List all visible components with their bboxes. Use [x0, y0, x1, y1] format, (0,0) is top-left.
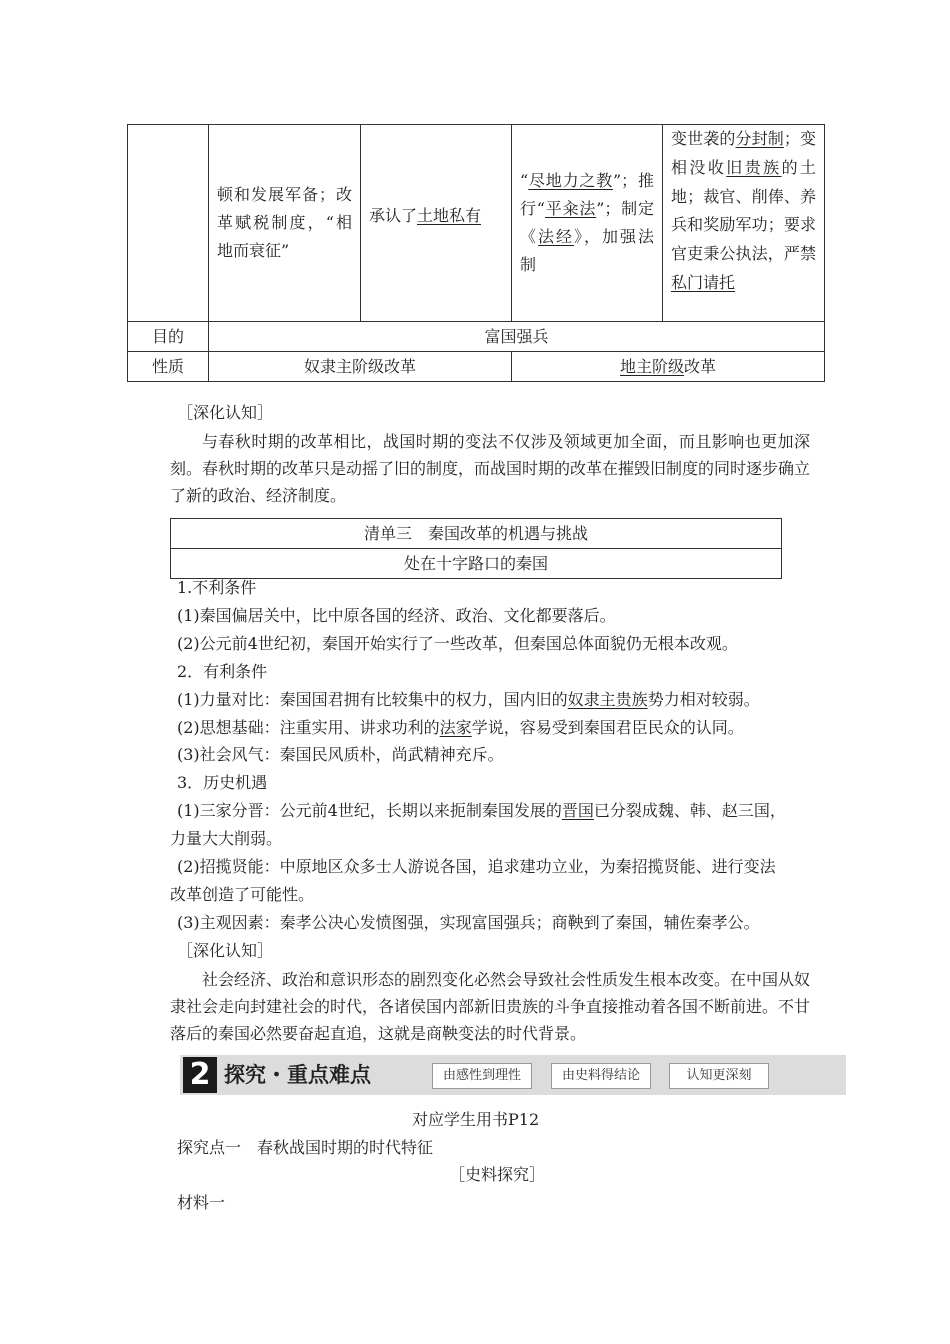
row-label-purpose: 目的 — [128, 322, 209, 352]
cell-text: 顿和发展军备；改革赋税制度，“相地而衰征” — [217, 185, 352, 260]
list-item — [177, 799, 786, 823]
deepen-heading-2: ［深化认知］ — [177, 941, 274, 960]
table-row — [128, 352, 825, 382]
table-row — [128, 125, 825, 322]
table-cell — [361, 125, 512, 322]
table-cell-empty — [128, 125, 209, 322]
banner-title: 探究・重点难点 — [224, 1063, 371, 1087]
list-item — [177, 716, 744, 740]
cell-text: “ — [520, 171, 529, 190]
list-heading: 2．有利条件 — [177, 662, 268, 681]
purpose-value: 富国强兵 — [209, 322, 825, 352]
underlined-term: 法经 — [538, 227, 574, 246]
row-label-nature: 性质 — [128, 352, 209, 382]
cell-text: 》，加强法制 — [520, 227, 654, 274]
item-text: (1)三家分晋：公元前4世纪，长期以来扼制秦国发展的 — [177, 801, 562, 820]
item-text: (2)思想基础：注重实用、讲求功利的 — [177, 718, 440, 737]
list-item: (2)招揽贤能：中原地区众多士人游说各国，追求建功立业，为秦招揽贤能、进行变法 — [177, 857, 776, 876]
item-text: 势力相对较弱。 — [647, 690, 760, 709]
table-cell — [512, 125, 663, 322]
deepen-paragraph-2: 社会经济、政治和意识形态的剧烈变化必然会导致社会性质发生根本改变。在中国从奴隶社会走向封建社会的时代，各诸侯国内部新旧贵族的斗争直接推动着各国不断前进。不甘落后的秦国必然要奋起直追，这就是商鞅变法的时代背景。 — [170, 970, 811, 1043]
section-title: 清单三 秦国改革的机遇与挑战 — [363, 524, 588, 543]
underlined-term: 地主阶级 — [619, 356, 684, 376]
cell-text: 变世袭的 — [671, 129, 736, 148]
underlined-term: 私门请托 — [671, 272, 736, 292]
item-text: (1)力量对比：秦国国君拥有比较集中的权力，国内旧的 — [177, 690, 568, 709]
underlined-term: 奴隶主贵族 — [567, 690, 648, 709]
cell-text: ”；推行“ — [520, 171, 654, 218]
cell-text: ”；制定《 — [520, 199, 654, 246]
item-text: 学说，容易受到秦国君臣民众的认同。 — [471, 718, 744, 737]
cell-text: ；变相没收 — [671, 129, 816, 177]
nature-left: 奴隶主阶级改革 — [209, 352, 512, 382]
section-banner — [180, 1055, 846, 1095]
list-heading: 3．历史机遇 — [177, 773, 268, 792]
banner-tag: 认知更深刻 — [669, 1063, 769, 1089]
explore-point-heading: 探究点一 春秋战国时期的时代特征 — [177, 1138, 434, 1157]
material-label: 材料一 — [177, 1193, 226, 1212]
underlined-term: 土地私有 — [417, 206, 482, 225]
table-cell — [209, 125, 361, 322]
list-heading: 1.不利条件 — [177, 578, 257, 597]
reform-comparison-table — [127, 124, 825, 382]
list-item-continuation: 力量大大削弱。 — [170, 829, 283, 848]
list-item: (1)秦国偏居关中，比中原各国的经济、政治、文化都要落后。 — [177, 606, 616, 625]
underlined-term: 旧贵族 — [726, 157, 782, 177]
deepen-heading-1: ［深化认知］ — [177, 403, 274, 422]
list-item: (3)社会风气：秦国民风质朴，尚武精神充斥。 — [177, 745, 504, 764]
page-reference: 对应学生用书P12 — [412, 1110, 540, 1129]
nature-right — [512, 352, 825, 382]
section-box — [170, 518, 782, 579]
cell-text: 改革 — [684, 356, 717, 376]
underlined-term: 尽地力之教 — [528, 171, 613, 190]
section-number-badge: 2 — [183, 1057, 217, 1093]
list-item: (2)公元前4世纪初，秦国开始实行了一些改革，但秦国总体面貌仍无根本改观。 — [177, 634, 738, 653]
deepen-paragraph-1: 与春秋时期的改革相比，战国时期的变法不仅涉及领域更加全面，而且影响也更加深刻。春秋时期的改革只是动摇了旧的制度，而战国时期的改革在摧毁旧制度的同时逐步确立了新的政治、经济制度。 — [170, 432, 811, 505]
banner-tag: 由史料得结论 — [551, 1063, 651, 1089]
underlined-term: 平籴法 — [544, 199, 597, 218]
table-cell — [663, 125, 825, 322]
cell-text: 承认了 — [369, 206, 418, 225]
source-heading: ［史料探究］ — [449, 1165, 546, 1184]
item-text: 已分裂成魏、韩、赵三国， — [593, 801, 786, 820]
underlined-term: 晋国 — [561, 801, 594, 820]
cell-text: 的土地；裁官、削俸、养兵和奖励军功；要求官吏秉公执法，严禁 — [671, 157, 816, 264]
underlined-term: 分封制 — [735, 129, 784, 148]
list-item-continuation: 改革创造了可能性。 — [170, 885, 315, 904]
section-subtitle: 处在十字路口的秦国 — [171, 548, 781, 578]
list-item: (3)主观因素：秦孝公决心发愤图强，实现富国强兵；商鞅到了秦国，辅佐秦孝公。 — [177, 913, 760, 932]
table-row — [128, 322, 825, 352]
banner-tag: 由感性到理性 — [432, 1063, 532, 1089]
list-item — [177, 688, 760, 712]
underlined-term: 法家 — [439, 718, 472, 737]
